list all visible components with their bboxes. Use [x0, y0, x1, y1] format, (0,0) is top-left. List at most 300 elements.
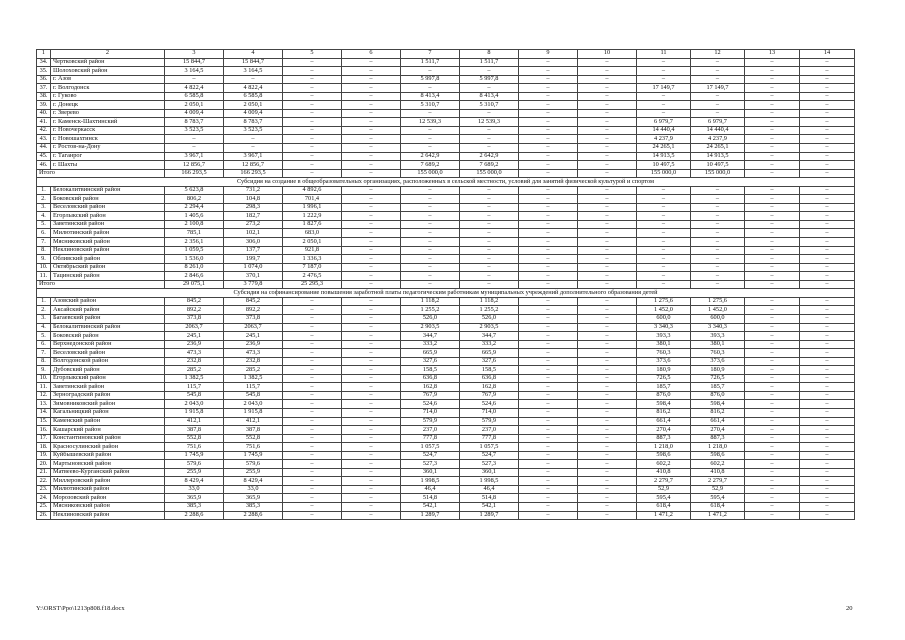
table-cell: 2 903,5	[460, 323, 519, 332]
table-cell: 579,9	[460, 417, 519, 426]
table-cell: 2063,7	[224, 323, 283, 332]
table-cell: 1 275,6	[637, 297, 691, 306]
table-cell: 1 336,3	[283, 255, 342, 264]
table-cell: Зимовниковский район	[51, 400, 165, 409]
table-cell: 2063,7	[165, 323, 224, 332]
table-cell: –	[745, 126, 800, 135]
table-cell: –	[283, 314, 342, 323]
table-cell: 3	[165, 50, 224, 59]
table-cell: –	[745, 468, 800, 477]
table-cell: 18.	[37, 443, 51, 452]
table-cell: –	[800, 434, 855, 443]
table-cell: 527,3	[401, 460, 460, 469]
table-cell: –	[637, 263, 691, 272]
table-cell: –	[460, 186, 519, 195]
table-cell: 1 289,7	[460, 511, 519, 520]
table-cell: –	[578, 417, 637, 426]
table-cell: –	[800, 109, 855, 118]
table-cell: 6 585,8	[165, 92, 224, 101]
table-cell: –	[342, 340, 401, 349]
table-cell: Октябрьский район	[51, 263, 165, 272]
table-cell: –	[401, 238, 460, 247]
table-cell: 232,8	[165, 357, 224, 366]
table-cell: –	[460, 238, 519, 247]
table-cell: –	[800, 255, 855, 264]
table-cell: –	[691, 255, 745, 264]
table-cell: 1 074,0	[224, 263, 283, 272]
table-cell: 1 915,8	[224, 408, 283, 417]
table-cell: –	[578, 152, 637, 161]
table-cell: 598,6	[691, 451, 745, 460]
table-cell: 8	[460, 50, 519, 59]
table-cell: Боковский район	[51, 195, 165, 204]
table-cell: 2 050,1	[283, 238, 342, 247]
table-cell: г. Зверево	[51, 109, 165, 118]
table-cell: –	[800, 229, 855, 238]
table-cell: 579,6	[224, 460, 283, 469]
table-cell: –	[745, 306, 800, 315]
table-cell: –	[519, 494, 578, 503]
table-cell: –	[800, 357, 855, 366]
table-cell: 8.	[37, 357, 51, 366]
table-cell: –	[800, 75, 855, 84]
table-cell: 1 059,5	[165, 246, 224, 255]
table-cell: Матвеево-Курганский район	[51, 468, 165, 477]
table-row	[37, 502, 855, 511]
table-cell: –	[745, 229, 800, 238]
table-cell: 13	[745, 50, 800, 59]
table-cell: –	[519, 263, 578, 272]
table-cell: –	[578, 383, 637, 392]
table-cell: 40.	[37, 109, 51, 118]
table-cell: Зерноградский район	[51, 391, 165, 400]
table-cell: –	[637, 67, 691, 76]
table-row	[37, 135, 855, 144]
table-cell: 2 050,1	[165, 101, 224, 110]
table-cell: –	[637, 220, 691, 229]
table-cell: –	[519, 502, 578, 511]
table-cell: Милютинский район	[51, 229, 165, 238]
table-cell: 162,8	[401, 383, 460, 392]
table-cell: 1 275,6	[691, 297, 745, 306]
table-cell: –	[800, 314, 855, 323]
table-cell: –	[800, 280, 855, 289]
table-cell: –	[800, 460, 855, 469]
table-cell: –	[578, 323, 637, 332]
table-cell: –	[283, 161, 342, 170]
table-cell: –	[460, 84, 519, 93]
table-cell: –	[342, 357, 401, 366]
table-cell: –	[401, 280, 460, 289]
table-row	[37, 417, 855, 426]
table-cell: 4 822,4	[165, 84, 224, 93]
table-cell: –	[691, 246, 745, 255]
table-cell: 806,2	[165, 195, 224, 204]
table-cell: 552,8	[165, 434, 224, 443]
table-cell: 636,8	[401, 374, 460, 383]
table-cell: 412,1	[224, 417, 283, 426]
table-cell: –	[283, 460, 342, 469]
table-cell: –	[519, 451, 578, 460]
table-cell: 618,4	[637, 502, 691, 511]
table-cell: –	[519, 366, 578, 375]
table-cell: –	[342, 417, 401, 426]
table-cell: 892,2	[165, 306, 224, 315]
table-cell: г. Таганрог	[51, 152, 165, 161]
table-cell: г. Волгодонск	[51, 84, 165, 93]
table-cell: 816,2	[637, 408, 691, 417]
table-cell: Тацинский район	[51, 272, 165, 281]
table-row	[37, 109, 855, 118]
table-cell: 37.	[37, 84, 51, 93]
table-cell: 10 497,5	[691, 161, 745, 170]
table-cell: –	[283, 511, 342, 520]
table-cell: 816,2	[691, 408, 745, 417]
table-cell: 3 967,1	[224, 152, 283, 161]
table-cell: г. Азов	[51, 75, 165, 84]
table-cell: 661,4	[637, 417, 691, 426]
table-cell: 2 050,1	[224, 101, 283, 110]
table-cell: 393,3	[691, 332, 745, 341]
table-row	[37, 144, 855, 153]
table-cell: 1 118,2	[401, 297, 460, 306]
table-cell: 180,9	[637, 366, 691, 375]
table-cell: –	[745, 434, 800, 443]
table-cell: 14.	[37, 408, 51, 417]
table-cell: –	[800, 374, 855, 383]
table-cell: –	[342, 468, 401, 477]
table-cell: 10 497,5	[637, 161, 691, 170]
total-label: Итого	[37, 280, 165, 289]
table-cell: 20.	[37, 460, 51, 469]
table-cell: –	[519, 195, 578, 204]
table-cell: –	[283, 417, 342, 426]
table-cell: 9.	[37, 366, 51, 375]
table-cell: –	[800, 468, 855, 477]
table-cell: 845,2	[165, 297, 224, 306]
table-cell: 5 997,8	[460, 75, 519, 84]
table-cell: 7 689,2	[401, 161, 460, 170]
table-cell: 155 000,0	[460, 169, 519, 178]
table-cell: 2 903,5	[401, 323, 460, 332]
table-cell: –	[342, 67, 401, 76]
table-cell: –	[745, 323, 800, 332]
table-cell: 245,1	[165, 332, 224, 341]
section-title: Субсидия на создание в общеобразовательных организациях, расположенных в сельской местности, условий для занятий физической культурой и спортом	[37, 178, 855, 187]
table-row	[37, 238, 855, 247]
table-cell: –	[578, 408, 637, 417]
table-cell: –	[342, 280, 401, 289]
table-cell: г. Новочеркасск	[51, 126, 165, 135]
table-cell: 683,0	[283, 229, 342, 238]
table-cell: Неклиновский район	[51, 511, 165, 520]
table-cell: –	[691, 67, 745, 76]
table-cell: 166 293,5	[165, 169, 224, 178]
table-cell: –	[745, 340, 800, 349]
table-cell: –	[460, 195, 519, 204]
table-cell: –	[342, 349, 401, 358]
table-cell: –	[745, 391, 800, 400]
table-cell: 598,4	[691, 400, 745, 409]
table-cell: 1 471,2	[637, 511, 691, 520]
table-cell: 385,3	[224, 502, 283, 511]
table-cell: –	[283, 408, 342, 417]
table-cell: –	[578, 75, 637, 84]
table-cell: 6 585,8	[224, 92, 283, 101]
table-cell: –	[578, 451, 637, 460]
table-cell: 777,8	[401, 434, 460, 443]
table-cell: –	[691, 186, 745, 195]
table-cell: 6.	[37, 340, 51, 349]
table-cell: –	[578, 126, 637, 135]
table-cell: 3.	[37, 203, 51, 212]
total-row	[37, 169, 855, 178]
table-cell: –	[691, 203, 745, 212]
table-cell: 524,7	[460, 451, 519, 460]
table-cell: 527,3	[460, 460, 519, 469]
table-row	[37, 340, 855, 349]
table-cell: –	[637, 229, 691, 238]
table-cell: 1 057,5	[460, 443, 519, 452]
table-cell: –	[578, 374, 637, 383]
table-cell: 4 009,4	[165, 109, 224, 118]
table-row	[37, 67, 855, 76]
table-row	[37, 443, 855, 452]
table-row	[37, 485, 855, 494]
table-cell: –	[224, 144, 283, 153]
table-cell: 9.	[37, 255, 51, 264]
table-cell: Аксайский район	[51, 306, 165, 315]
table-cell: –	[745, 101, 800, 110]
table-cell: –	[519, 144, 578, 153]
table-cell: –	[578, 280, 637, 289]
table-cell: –	[691, 280, 745, 289]
table-cell: 4 822,4	[224, 84, 283, 93]
table-cell: –	[745, 443, 800, 452]
table-cell: 41.	[37, 118, 51, 127]
table-row	[37, 314, 855, 323]
table-cell: –	[342, 101, 401, 110]
table-cell: –	[691, 272, 745, 281]
table-cell: 1 745,9	[224, 451, 283, 460]
table-cell: –	[745, 426, 800, 435]
table-cell: 9	[519, 50, 578, 59]
table-cell: –	[519, 511, 578, 520]
table-cell: Белокалитвинский район	[51, 323, 165, 332]
table-cell: 6.	[37, 229, 51, 238]
table-cell: 255,9	[165, 468, 224, 477]
table-cell: –	[691, 92, 745, 101]
table-cell: Милютинский район	[51, 485, 165, 494]
table-cell: 162,8	[460, 383, 519, 392]
table-cell: 180,9	[691, 366, 745, 375]
table-cell: Шолоховский район	[51, 67, 165, 76]
table-cell: 306,0	[224, 238, 283, 247]
table-cell: 665,9	[401, 349, 460, 358]
table-cell: –	[578, 494, 637, 503]
table-row	[37, 511, 855, 520]
table-cell: 1 996,1	[283, 203, 342, 212]
table-cell: –	[401, 135, 460, 144]
table-cell: –	[800, 417, 855, 426]
table-cell: 185,7	[691, 383, 745, 392]
table-row	[37, 374, 855, 383]
table-cell: –	[578, 434, 637, 443]
table-cell: –	[637, 58, 691, 67]
table-cell: –	[578, 297, 637, 306]
table-cell: –	[401, 220, 460, 229]
table-cell: 327,6	[460, 357, 519, 366]
table-cell: 524,6	[460, 400, 519, 409]
table-cell: –	[745, 357, 800, 366]
table-row	[37, 161, 855, 170]
table-cell: 185,7	[637, 383, 691, 392]
table-cell: Чертковский район	[51, 58, 165, 67]
table-cell: 387,8	[224, 426, 283, 435]
table-cell: –	[800, 306, 855, 315]
table-cell: 8.	[37, 246, 51, 255]
table-cell: –	[283, 400, 342, 409]
table-cell: –	[342, 75, 401, 84]
table-cell: 11	[637, 50, 691, 59]
table-cell: –	[342, 374, 401, 383]
table-cell: 1 827,6	[283, 220, 342, 229]
table-cell: 39.	[37, 101, 51, 110]
table-cell: –	[637, 92, 691, 101]
table-cell: 7 187,0	[283, 263, 342, 272]
table-cell: –	[342, 186, 401, 195]
table-cell: –	[745, 263, 800, 272]
table-cell: –	[401, 126, 460, 135]
table-cell: 2 476,5	[283, 272, 342, 281]
table-cell: –	[578, 58, 637, 67]
table-cell: 11.	[37, 383, 51, 392]
table-cell: –	[342, 443, 401, 452]
table-cell: –	[800, 135, 855, 144]
table-cell: 36.	[37, 75, 51, 84]
table-cell: –	[283, 477, 342, 486]
table-cell: 19.	[37, 451, 51, 460]
table-cell: –	[578, 349, 637, 358]
table-cell: –	[745, 195, 800, 204]
section-title: Субсидия на софинансирование повышения заработной платы педагогическим работникам муниципальных учреждений дополнительного образования детей	[37, 289, 855, 298]
table-cell: –	[800, 323, 855, 332]
table-cell: –	[745, 383, 800, 392]
table-cell: 2 043,0	[224, 400, 283, 409]
table-cell: 8 429,4	[224, 477, 283, 486]
table-cell: 365,9	[224, 494, 283, 503]
table-cell: 1 405,6	[165, 212, 224, 221]
table-row	[37, 75, 855, 84]
table-cell: –	[800, 161, 855, 170]
table-cell: –	[745, 169, 800, 178]
table-cell: –	[800, 203, 855, 212]
table-cell: –	[283, 323, 342, 332]
table-cell: –	[283, 485, 342, 494]
table-cell: 887,3	[637, 434, 691, 443]
table-cell: –	[519, 417, 578, 426]
table-cell: 1 057,5	[401, 443, 460, 452]
table-cell: –	[800, 92, 855, 101]
table-cell: 298,3	[224, 203, 283, 212]
table-cell: 38.	[37, 92, 51, 101]
table-cell: 158,5	[401, 366, 460, 375]
table-cell: –	[342, 511, 401, 520]
table-cell: –	[460, 203, 519, 212]
table-cell: –	[519, 408, 578, 417]
table-cell: –	[800, 485, 855, 494]
table-cell: –	[800, 144, 855, 153]
table-cell: –	[745, 186, 800, 195]
table-cell: 15.	[37, 417, 51, 426]
table-cell: –	[401, 109, 460, 118]
table-row	[37, 408, 855, 417]
table-row	[37, 58, 855, 67]
table-cell: –	[460, 109, 519, 118]
table-cell: 24 265,1	[691, 144, 745, 153]
table-cell: –	[401, 272, 460, 281]
table-cell: –	[745, 212, 800, 221]
table-cell: 524,6	[401, 400, 460, 409]
table-cell: –	[342, 203, 401, 212]
table-cell: –	[578, 238, 637, 247]
table-cell: 387,8	[165, 426, 224, 435]
table-cell: Красносулинский район	[51, 443, 165, 452]
table-cell: –	[519, 357, 578, 366]
table-cell: –	[800, 426, 855, 435]
table-cell: –	[519, 349, 578, 358]
table-cell: –	[637, 212, 691, 221]
table-cell: 12 539,3	[460, 118, 519, 127]
table-cell: 524,7	[401, 451, 460, 460]
table-cell: –	[578, 195, 637, 204]
table-cell: –	[283, 297, 342, 306]
table-cell: 115,7	[224, 383, 283, 392]
table-cell: 579,9	[401, 417, 460, 426]
table-cell: –	[401, 84, 460, 93]
table-cell: –	[637, 238, 691, 247]
table-cell: –	[800, 502, 855, 511]
table-cell: –	[519, 101, 578, 110]
table-cell: –	[745, 161, 800, 170]
table-cell: –	[745, 255, 800, 264]
table-cell: –	[519, 280, 578, 289]
table-cell: –	[519, 306, 578, 315]
table-cell: Боковский район	[51, 332, 165, 341]
table-cell: –	[283, 391, 342, 400]
table-cell: 5 997,8	[401, 75, 460, 84]
table-cell: 373,6	[637, 357, 691, 366]
table-cell: –	[578, 229, 637, 238]
page-number: 20	[846, 605, 853, 612]
table-cell: 52,9	[691, 485, 745, 494]
table-cell: –	[342, 297, 401, 306]
table-cell: 731,2	[224, 186, 283, 195]
table-cell: Константиновский район	[51, 434, 165, 443]
table-cell: –	[283, 306, 342, 315]
table-cell: 43.	[37, 135, 51, 144]
table-cell: 365,9	[165, 494, 224, 503]
table-cell: –	[342, 255, 401, 264]
table-cell: 393,3	[637, 332, 691, 341]
table-cell: –	[519, 75, 578, 84]
table-cell: –	[165, 75, 224, 84]
table-cell: 11.	[37, 272, 51, 281]
table-cell: –	[283, 75, 342, 84]
table-cell: 199,7	[224, 255, 283, 264]
table-cell: 104,8	[224, 195, 283, 204]
table-cell: 10.	[37, 263, 51, 272]
